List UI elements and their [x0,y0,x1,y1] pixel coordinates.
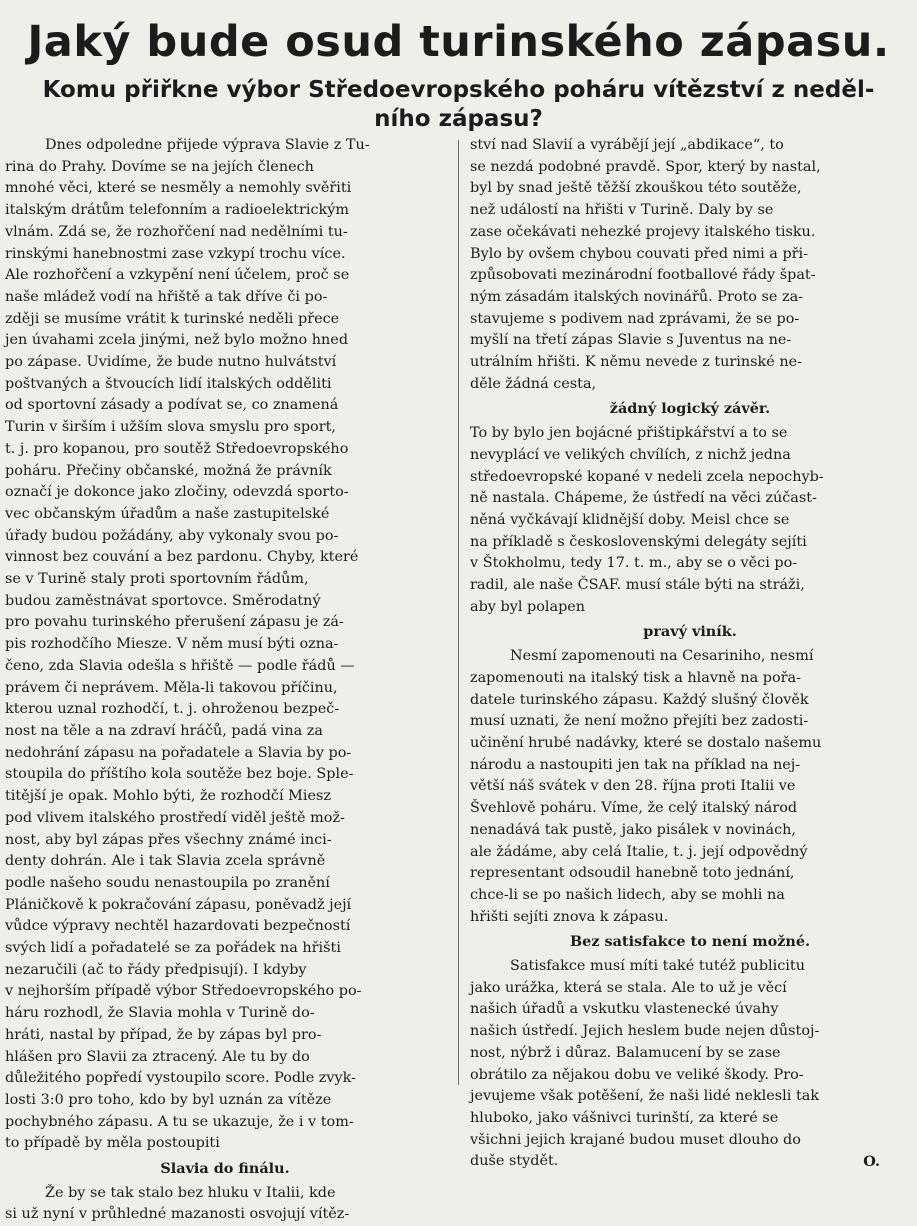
subheadline-line: Komu přiřkne výbor Středoevropského poháru vítězství z neděl- [42,77,875,103]
text-line: stoupila do příštího kola soutěže bez boje. Sple- [5,766,354,783]
text-line: od sportovní zásady a podívat se, co znamená [5,397,339,414]
text-line: radil, ale naše ČSAF. musí stále býti na stráži, [470,577,805,594]
text-line: než událostí na hřišti v Turině. Daly by se [470,202,774,219]
left-column [5,135,445,1226]
text-line: pochybného zápasu. A tu se ukazuje, že i v tom- [5,1113,354,1130]
text-line: hráti, nastal by případ, že by zápas byl pro- [5,1026,322,1043]
text-line: pro povahu turinského přerušení zápasu je zá- [5,614,344,631]
text-line: mnohé věci, které se nesměly a nemohly svěřiti [5,180,352,197]
text-line: podle našeho soudu nenastoupila po zranění [5,874,330,891]
section-heading: Slavia do finálu. [160,1160,290,1178]
text-line: úřady budou požádány, aby vykonaly svou po- [5,527,339,544]
headline: Jaký bude osud turinského zápasu. [27,17,890,67]
text-line: na příkladě s československými delegáty sejíti [470,533,807,550]
text-line: Ale rozhořčení a vzkypění není účelem, proč se [5,267,350,284]
text-line: to případě by měla postoupiti [5,1135,220,1152]
text-line: vůdce výpravy nechtěl hazardovati bezpečností [5,918,351,935]
text-line: t. j. pro kopanou, pro soutěž Středoevropského [5,440,349,457]
text-line: Pláničkově k pokračování zápasu, poněvadž její [5,896,352,913]
text-line: pis rozhodčího Miesze. V něm musí býti ozna- [5,636,339,653]
text-line: rina do Prahy. Dovíme se na jejích členech [5,158,314,175]
text-line: chce-li se po našich lidech, aby se mohli na [470,886,785,903]
text-line: ství nad Slavií a vyrábějí její „abdikace“, to [470,137,784,153]
text-line: větší náš svátek v den 28. října proti Italii ve [470,778,796,795]
text-line: nevyplácí ve velikých chvílích, z nichž jedna [470,446,791,463]
text-line: jako urážka, která se stala. Ale to už je věcí [470,979,787,996]
text-line: jen úvahami zcela jinými, než bylo možno hned [5,332,349,349]
paragraph [470,646,910,928]
text-line: stavujeme s podivem nad zprávami, že se po- [470,310,800,327]
text-line: Bylo by ovšem chybou couvati před nimi a při- [470,245,809,262]
text-line: nenadává tak pustě, jako pisálek v novinách, [470,821,796,838]
text-line: jevujeme však potěšení, že naši lidé neklesli tak [470,1088,820,1105]
text-line: kterou uznal rozhodčí, t. j. ohroženou bezpeč- [5,701,340,718]
right-column [470,135,910,1173]
text-line: titější je opak. Mohlo býti, že rozhodčí Miesz [5,788,331,805]
subheadline-line: ního zápasu? [374,106,543,132]
text-line: nost, aby byl zápas přes všechny známé inci- [5,831,332,848]
text-line: ným zásadám italských novinářů. Proto se za- [470,288,804,305]
text-line: rinskými hanebnostmi zase vzkypí trochu více. [5,245,346,262]
text-line: nedohrání zápasu na pořadatele a Slavia by po- [5,744,352,761]
text-line: nezaručili (ač to řády předpisují). I kdyby [5,961,307,978]
paragraph [470,956,910,1151]
text-line: representant odsoudil hanebně toto jednání, [470,865,795,882]
paragraph [5,135,445,1155]
text-line: děle žádná cesta, [470,375,597,392]
text-line: se nezdá podobné pravdě. Spor, který by nastal, [470,158,821,175]
text-line: Turin v širším i užším slova smyslu pro sport, [5,419,336,436]
text-line: myšlí na třetí zápas Slavie s Juventus na ne- [470,332,792,349]
section-heading: pravý viník. [643,623,737,641]
paragraph [5,1183,445,1226]
text-line: vinnost bez couvání a bez pardonu. Chyby, které [5,549,359,566]
text-line: italským drátům telefonním a radioelektrickým [5,202,349,219]
section-heading: Bez satisfakce to není možné. [570,933,810,951]
text-line: vlnám. Zdá se, že rozhořčení nad nedělními tu- [5,223,348,240]
text-line: našich úřadů a vskutku vlastenecké úvahy [470,1001,779,1018]
text-line: si už nyní v průhledné mazanosti osvojují vítěz- [5,1206,350,1223]
signature: O. [863,1153,880,1171]
text-line: našich ústředí. Jejich heslem bude nejen důstoj- [470,1023,820,1040]
text-line: Že by se tak stalo bez hluku v Italii, kde [45,1184,336,1201]
text-line: byl by snad ještě těžší zkouškou této soutěže, [470,180,802,197]
text-line: utrálním hřišti. K němu nevede z turinské ne- [470,354,803,371]
text-line: To by bylo jen bojácné přištipkářství a to se [470,425,788,442]
closing-line [470,1151,910,1173]
text-line: Švehlově poháru. Víme, že celý italský národ [470,800,798,817]
text-line: poštvaných a štvoucích lidí italských odděliti [5,375,332,392]
text-line: zapomenouti na italský tisk a hlavně na pořa- [470,669,801,686]
text-line: Nesmí zapomenouti na Cesariniho, nesmí [510,648,814,665]
paragraph [470,423,910,618]
text-line: nost na těle a na zdraví hráčů, padá vina za [5,722,323,739]
text-line: něná vyčkávají klidnější doby. Meisl chce se [470,511,790,528]
text-line: losti 3:0 pro toho, kdo by byl uznán za vítěze [5,1091,332,1108]
text-line: všichni jejich krajané budou muset dlouho do [470,1131,801,1148]
text-line: háru rozhodl, že Slavia mohla v Turině do- [5,1005,315,1022]
text-line: důležitého popředí vystoupilo score. Podle zvyk- [5,1070,356,1087]
column-divider [458,140,459,1085]
text-line: označí je dokonce jako zločiny, odevzdá sporto- [5,484,349,501]
text-line: ně nastala. Chápeme, že ústředí na věci zúčast- [470,490,817,507]
text-line: hluboko, jako vášnivci turinští, za které se [470,1109,779,1126]
text-line: datele turinského zápasu. Každý slušný člověk [470,691,809,708]
text-line: středoevropské kopané v nedeli zcela nepochyb- [470,468,824,485]
text-line: čeno, zda Slavia odešla s hřiště — podle řádů — [5,657,355,674]
subheadline [0,76,917,134]
text-line: způsobovati mezinárodní footballové řády špat- [470,267,816,284]
text-line: Satisfakce musí míti také tutéž publicitu [510,958,805,975]
text-line: po zápase. Uvidíme, že bude nutno hulvátství [5,354,337,371]
text-line: hlášen pro Slavii za ztracený. Ale tu by do [5,1048,310,1065]
closing-text: duše stydět. [470,1153,559,1170]
text-line: poháru. Přečiny občanské, možná že právník [5,462,332,479]
text-line: aby byl polapen [470,598,586,615]
text-line: zase očekávati nehezké projevy italského tisku. [470,223,816,240]
text-line: hřišti sejíti znova k zápasu. [470,908,669,925]
text-line: učinění hrubé nadávky, které se dostalo našemu [470,734,822,751]
text-line: ale žádáme, aby celá Italie, t. j. její odpovědný [470,843,808,860]
text-line: zději se musíme vrátit k turinské neděli přece [5,310,340,327]
text-line: v Štokholmu, tedy 17. t. m., aby se o věci po- [470,555,798,572]
text-line: právem či neprávem. Měla-li takovou příčinu, [5,679,338,696]
text-line: budou zaměstnávat sportovce. Směrodatný [5,592,321,609]
text-line: musí uznati, že není možno přejíti bez zadosti- [470,713,809,730]
text-line: pod vlivem italského prostředí viděl ještě mož- [5,809,345,826]
text-line: v nejhorším případě výbor Středoevropského po- [5,983,362,1000]
text-line: obrátilo za nějakou dobu ve veliké škody. Pro- [470,1066,804,1083]
text-line: svých lidí a pořadatelé se za pořádek na hřišti [5,940,341,957]
text-line: naše mládež vodí na hřiště a tak dříve či po- [5,288,328,305]
text-line: vec občanským úřadům a naše zastupitelské [5,505,330,522]
text-line: Dnes odpoledne přijede výprava Slavie z Tu- [45,137,370,153]
text-line: se v Turině staly proti sportovním řádům, [5,571,309,588]
text-line: národu a nastoupiti jen tak na příklad na nej- [470,756,801,773]
text-line: nost, nýbrž i důraz. Balamucení by se zase [470,1044,781,1061]
text-line: denty dohrán. Ale i tak Slavia zcela správně [5,853,326,870]
paragraph [470,135,910,395]
section-heading: žádný logický závěr. [609,400,771,418]
